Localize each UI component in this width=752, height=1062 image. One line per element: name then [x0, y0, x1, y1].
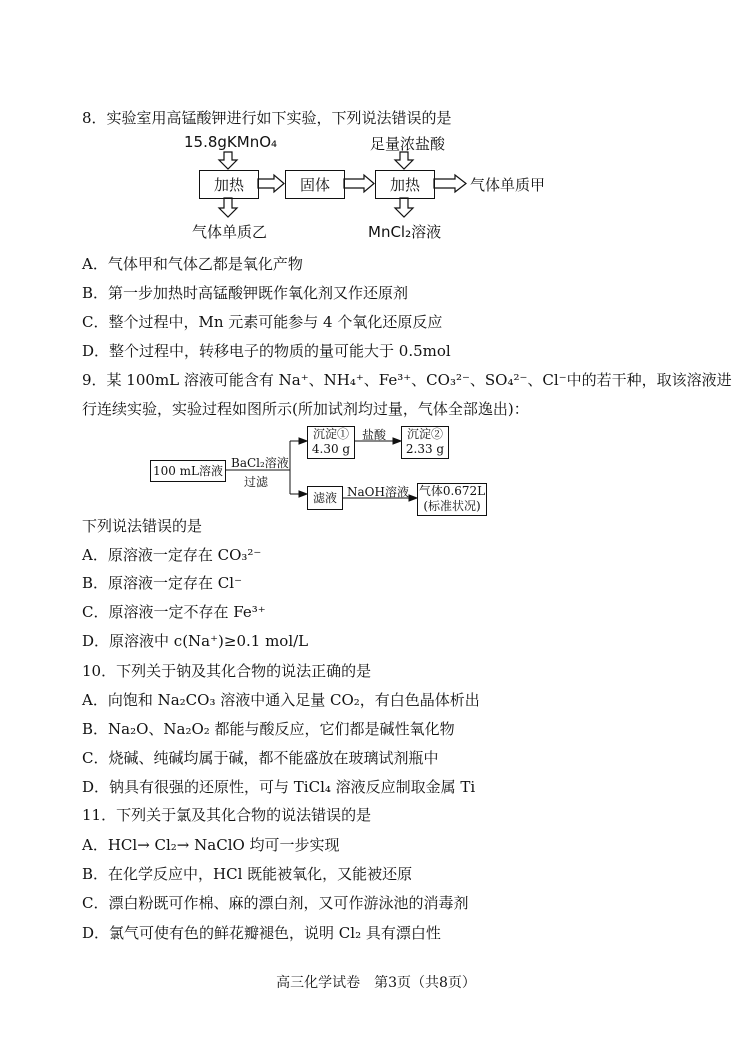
q8-stem: 8．实验室用高锰酸钾进行如下实验，下列说法错误的是: [82, 109, 452, 127]
q8-input-hcl: 足量浓盐酸: [370, 135, 446, 153]
q8-option-b: B．第一步加热时高锰酸钾既作氧化剂又作还原剂: [82, 284, 409, 302]
q9-reagent-hcl: 盐酸: [362, 428, 387, 442]
q9-gas-volume: 气体0.672L: [418, 484, 486, 498]
q8-heat-box-1: [199, 170, 259, 199]
q9-filtrate-label: 滤液: [312, 491, 337, 505]
q9-question: 下列说法错误的是: [82, 517, 203, 535]
q8-option-a: A．气体甲和气体乙都是氧化产物: [82, 255, 303, 273]
q8-output-gas-jia: 气体单质甲: [470, 176, 546, 194]
q8-output-mncl2: MnCl₂溶液: [368, 223, 442, 241]
q9-start-box: [150, 460, 226, 482]
q9-gas-condition: (标准状况): [423, 499, 481, 513]
q8-arrow-down-4: [395, 198, 413, 217]
q9-filter-label: 过滤: [244, 475, 269, 489]
q9-reagent-naoh: NaOH溶液: [347, 485, 409, 499]
q8-output-gas-yi: 气体单质乙: [192, 223, 268, 241]
q8-solid-label: 固体: [299, 176, 330, 194]
q10-stem: 10．下列关于钠及其化合物的说法正确的是: [82, 662, 372, 680]
q11-option-a: A．HCl→ Cl₂→ NaClO 均可一步实现: [82, 836, 340, 854]
q10-option-a: A．向饱和 Na₂CO₃ 溶液中通入足量 CO₂，有白色晶体析出: [82, 691, 480, 709]
q8-input-kmno4: 15.8gKMnO₄: [184, 133, 278, 151]
q9-precip1-mass: 4.30 g: [311, 442, 351, 456]
q9-filtrate-box: [307, 486, 343, 510]
q10-option-b: B．Na₂O、Na₂O₂ 都能与酸反应，它们都是碱性氧化物: [82, 720, 455, 738]
q11-option-d: D．氯气可使有色的鲜花瓣褪色，说明 Cl₂ 具有漂白性: [82, 924, 441, 942]
q8-heat-label-1: 加热: [213, 176, 244, 194]
q9-gas-box: [417, 483, 487, 516]
q9-option-a: A．原溶液一定存在 CO₃²⁻: [82, 546, 262, 564]
q8-arrow-down-3: [219, 198, 237, 217]
q8-arrow-down-2: [395, 152, 413, 169]
q9-precip2-mass: 2.33 g: [405, 442, 445, 456]
q9-precip1-box: [307, 426, 355, 459]
q8-arrow-right-2: [344, 175, 374, 192]
q8-option-d: D．整个过程中，转移电子的物质的量可能大于 0.5mol: [82, 342, 451, 360]
q8-heat-box-2: [375, 170, 435, 199]
q11-option-c: C．漂白粉既可作棉、麻的漂白剂，又可作游泳池的消毒剂: [82, 894, 469, 912]
q9-precip2-box: [401, 426, 449, 459]
q11-option-b: B．在化学反应中，HCl 既能被氧化，又能被还原: [82, 865, 413, 883]
q9-precip1-name: 沉淀①: [312, 427, 349, 441]
q9-option-b: B．原溶液一定存在 Cl⁻: [82, 574, 242, 592]
q8-arrow-down-1: [219, 152, 237, 169]
page-footer: 高三化学试卷 第3页（共8页）: [276, 975, 476, 991]
q9-reagent-bacl2: BaCl₂溶液: [231, 456, 289, 470]
q10-option-d: D．钠具有很强的还原性，可与 TiCl₄ 溶液反应制取金属 Ti: [82, 778, 476, 796]
q9-stem-line-1: 9．某 100mL 溶液可能含有 Na⁺、NH₄⁺、Fe³⁺、CO₃²⁻、SO₄²⁻、Cl⁻中的若干种，取该溶液进: [82, 371, 732, 389]
q8-option-c: C．整个过程中，Mn 元素可能参与 4 个氧化还原反应: [82, 313, 443, 331]
q10-option-c: C．烧碱、纯碱均属于碱，都不能盛放在玻璃试剂瓶中: [82, 749, 439, 767]
q9-start-label: 100 mL溶液: [152, 464, 224, 478]
q8-heat-label-2: 加热: [389, 176, 420, 194]
q9-stem-line-2: 行连续实验，实验过程如图所示(所加试剂均过量，气体全部逸出)：: [82, 400, 529, 418]
q9-option-d: D．原溶液中 c(Na⁺)≥0.1 mol/L: [82, 632, 309, 650]
q8-arrow-right-3: [434, 175, 466, 192]
q8-arrow-right-1: [258, 175, 284, 192]
q9-option-c: C．原溶液一定不存在 Fe³⁺: [82, 603, 266, 621]
q8-solid-box: [285, 170, 345, 199]
q11-stem: 11．下列关于氯及其化合物的说法错误的是: [82, 806, 372, 824]
q9-precip2-name: 沉淀②: [406, 427, 443, 441]
